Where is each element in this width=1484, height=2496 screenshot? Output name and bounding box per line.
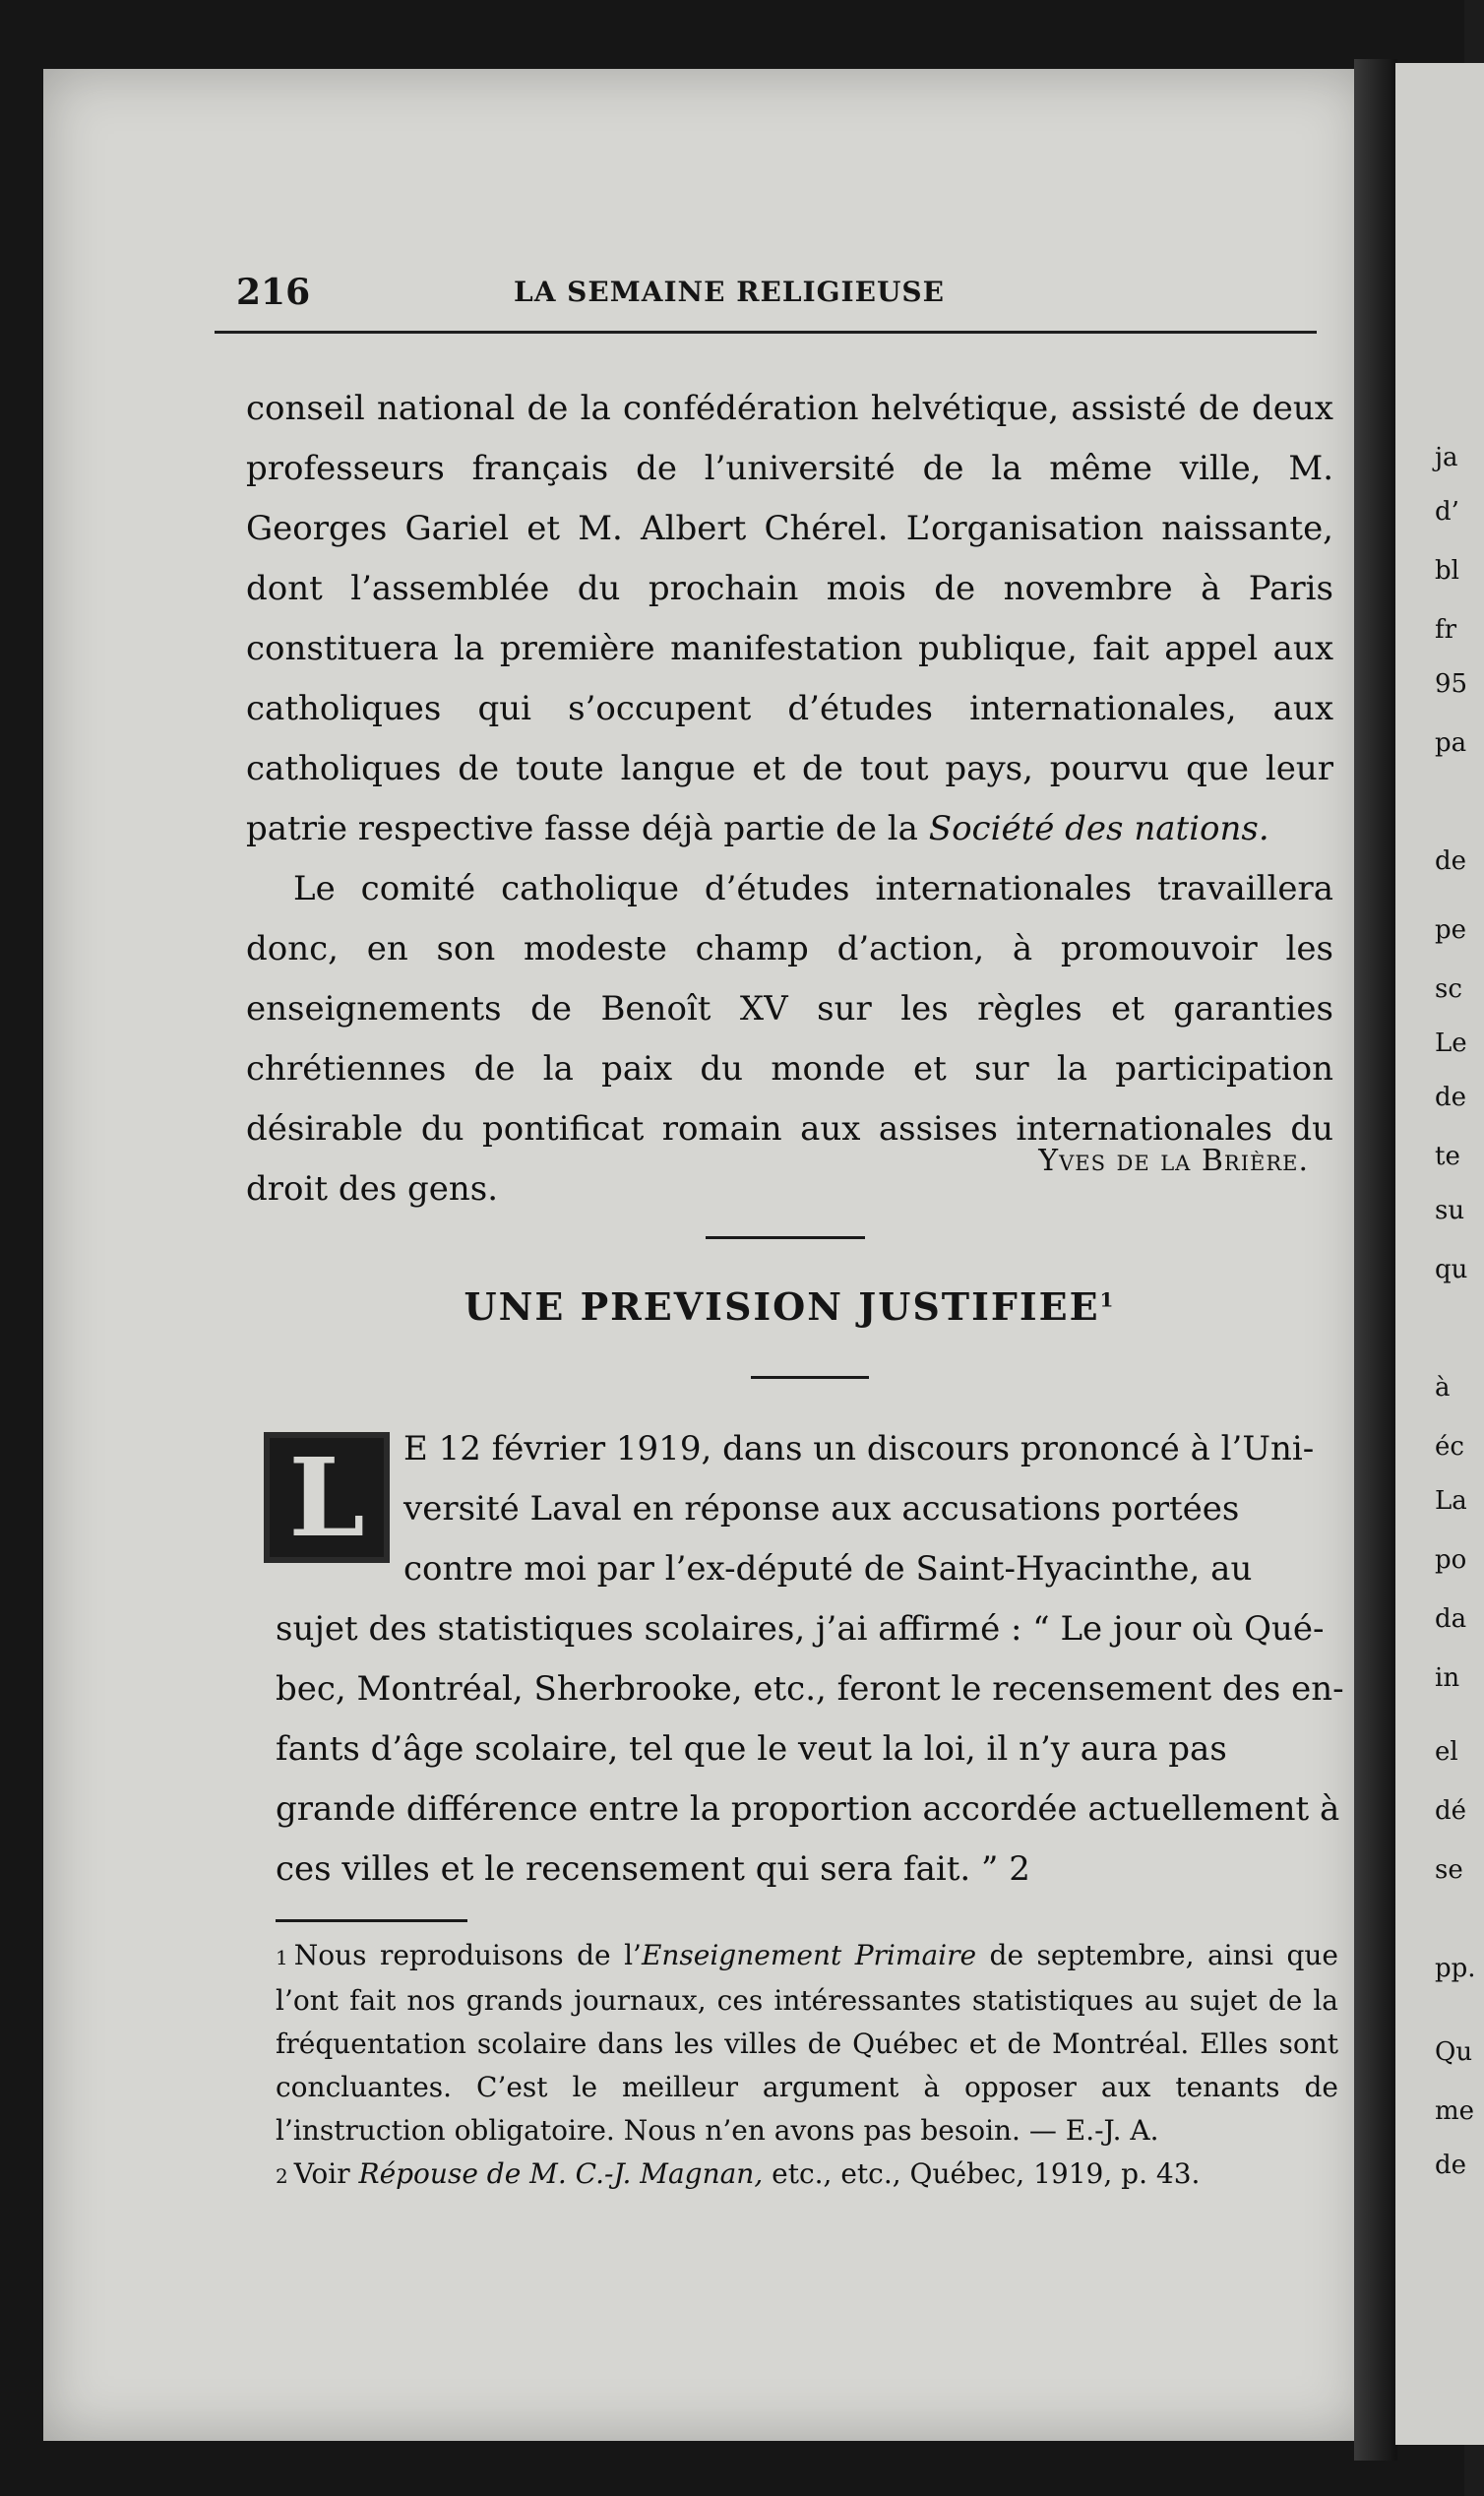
article-line: bec, Montréal, Sherbrooke, etc., feront le recensement des en-	[276, 1669, 1344, 1709]
facing-page-fragment: pa	[1435, 728, 1467, 758]
paragraph-text: conseil national de la confédération helvétique, assisté de deux professeurs français de l’université de la même ville, M. Georges Gariel et M. Albert Chérel. L’organisation naissante, dont l’assemblée du prochain mois de novembre à Paris constituera la première manifestation publique, fait appel aux catholiques qui s’occupent d’études internationales, aux catholiques de toute langue et de tout pays, pourvu que leur patrie respective fasse déjà partie de la	[246, 389, 1333, 848]
article-title-text: UNE PREVISION JUSTIFIEE	[464, 1284, 1100, 1329]
title-footnote-ref: 1	[1099, 1287, 1116, 1312]
article-line: sujet des statistiques scolaires, j’ai affirmé : “ Le jour où Qué-	[276, 1609, 1325, 1649]
gutter-shadow	[1354, 59, 1397, 2461]
author-signature: Yves de la Brière.	[1038, 1144, 1309, 1178]
title-underline	[751, 1376, 869, 1379]
facing-page-fragment: ja	[1435, 443, 1458, 472]
facing-page-fragment: Qu	[1435, 2037, 1473, 2067]
article-line: fants d’âge scolaire, tel que le veut la loi, il n’y aura pas	[276, 1729, 1227, 1769]
facing-page-fragment: pe	[1435, 915, 1467, 945]
facing-page-fragment: su	[1435, 1196, 1465, 1225]
facing-page-fragment: te	[1435, 1142, 1460, 1171]
header-rule	[215, 331, 1317, 334]
paragraph	[246, 379, 1333, 859]
footnote-number: 2	[276, 2164, 288, 2188]
article-line: versité Laval en réponse aux accusations portées	[403, 1489, 1240, 1529]
footnote-text: Nous reproduisons de l’	[293, 1939, 642, 1971]
page-number: 216	[236, 272, 311, 313]
facing-page-fragment: de	[1435, 2151, 1467, 2180]
footnote-italic: Répouse de M. C.-J. Magnan,	[358, 2157, 764, 2190]
article-title	[246, 1284, 1333, 1329]
footnote-italic: Enseignement Primaire	[641, 1939, 977, 1971]
paragraph: Le comité catholique d’études internationales travaillera donc, en son modeste champ d’action, à promouvoir les enseignements de Benoît XV sur les règles et garanties chrétiennes de la paix du monde et sur la participation désirable du pontificat romain aux assises internationales du droit des gens.	[246, 869, 1333, 1209]
article-body	[276, 1419, 1344, 1900]
footnote	[276, 2153, 1338, 2198]
facing-page-fragment: da	[1435, 1604, 1467, 1634]
facing-page-fragment: La	[1435, 1486, 1467, 1516]
facing-page-fragment: 95	[1435, 669, 1468, 699]
article-line: E 12 février 1919, dans un discours prononcé à l’Uni-	[403, 1429, 1315, 1468]
facing-page-fragment: de	[1435, 1083, 1467, 1112]
footnote-rule	[276, 1919, 467, 1922]
facing-page-fragment: po	[1435, 1545, 1467, 1575]
drop-cap: L	[264, 1432, 390, 1563]
body-text	[246, 379, 1333, 1219]
running-head: LA SEMAINE RELIGIEUSE	[514, 276, 945, 308]
section-divider	[706, 1236, 865, 1239]
facing-page-fragment: pp.	[1435, 1954, 1476, 1983]
facing-page-fragment: d’	[1435, 497, 1459, 527]
article-line: ces villes et le recensement qui sera fait. ” 2	[276, 1849, 1030, 1889]
footnote-text: etc., etc., Québec, 1919, p. 43.	[763, 2157, 1201, 2190]
article-line: grande différence entre la proportion accordée actuellement à	[276, 1789, 1340, 1829]
footnote-text: de septembre, ainsi que l’ont fait nos grands journaux, ces intéressantes statistiques au sujet de la fréquentation scolaire dans les villes de Québec et de Montréal. Elles sont concluantes. C’est le meilleur argument à opposer aux tenants de l’instruction obligatoire. Nous n’en avons pas besoin. — E.-J. A.	[276, 1939, 1338, 2147]
facing-page-fragment: bl	[1435, 556, 1459, 586]
facing-page-fragment: in	[1435, 1663, 1460, 1693]
facing-page-fragment: à	[1435, 1373, 1451, 1403]
footnote	[276, 1934, 1338, 2153]
facing-page-fragment: se	[1435, 1855, 1463, 1885]
facing-page-fragment: me	[1435, 2096, 1475, 2126]
article-line: contre moi par l’ex-député de Saint-Hyacinthe, au	[403, 1549, 1253, 1589]
facing-page-fragment: sc	[1435, 974, 1462, 1004]
facing-page-fragment: fr	[1435, 615, 1457, 645]
facing-page-fragment: el	[1435, 1737, 1458, 1767]
facing-page-fragment: Le	[1435, 1029, 1467, 1058]
italic-phrase: Société des nations.	[928, 809, 1269, 848]
footnote-number: 1	[276, 1946, 288, 1969]
facing-page-fragment: éc	[1435, 1432, 1464, 1462]
facing-page-fragment: de	[1435, 846, 1467, 876]
facing-page-fragment: dé	[1435, 1796, 1467, 1826]
page-header	[193, 207, 1320, 313]
footnote-text: Voir	[293, 2157, 359, 2190]
footnotes	[276, 1934, 1338, 2198]
facing-page-edge	[1395, 63, 1484, 2445]
facing-page-fragment: qu	[1435, 1255, 1468, 1284]
